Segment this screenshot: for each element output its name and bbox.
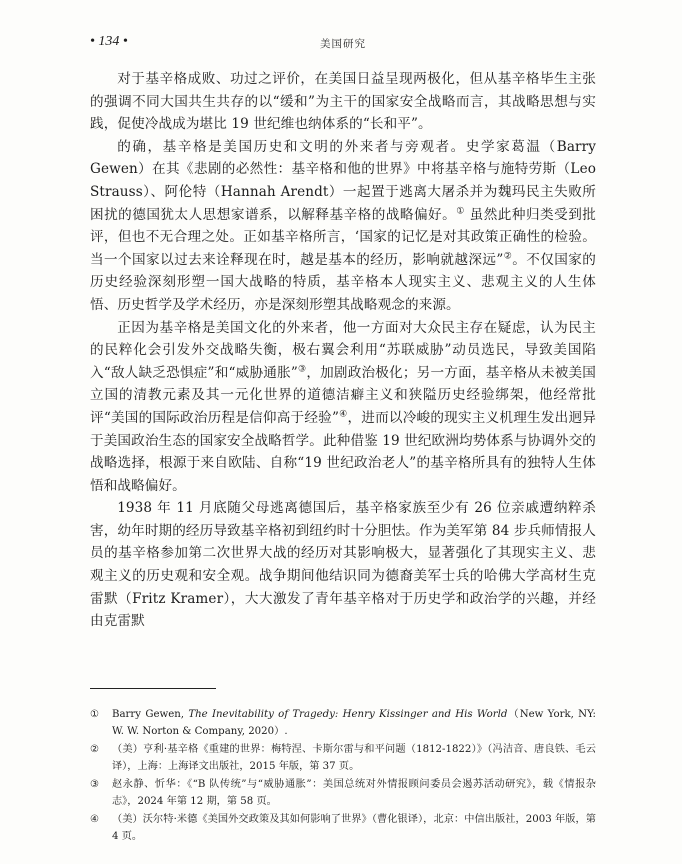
text-run: ，加剧政治极化；另一方面，基辛格从未被美国立国的清教元素及其一元化世界的道德洁癖主义和狭隘历史经验绑架，他经常批评“美国的国际政治历程是信仰高于经验”: [90, 364, 597, 426]
text-run: 的确，基辛格是美国历史和文明的外来者与旁观者。史学家葛温（Barry Gewen）在其《悲剧的必然性：基辛格和他的世界》中将基辛格与施特劳斯（Leo Strauss）、阿伦特（Hannah Arendt）一起置于逃离大屠杀并为魏玛民主失败所困扰的德国犹太人思想家谱系，以解释基辛格的战略偏好。: [90, 138, 596, 223]
text-run: 1938 年 11 月底随父母逃离德国后，基辛格家族至少有 26 位亲戚遭纳粹杀害，幼年时期的经历导致基辛格初到纽约时十分胆怯。作为美军第 84 步兵师情报人员的基辛格参加第二次世界大战的经历对其影响极大，显著强化了其现实主义、悲观主义的历史观和安全观。战争期间他结识同为德裔美军士兵的哈佛大学高材生克雷默（Fritz Kramer），大大激发了青年基辛格对于历史学和政治学的兴趣，并经由克雷默: [90, 500, 596, 630]
text-run: 对于基辛格成败、功过之评价，在美国日益呈现两极化，但从基辛格毕生主张的强调不同大国共生共存的以“缓和”为主干的国家安全战略而言，其战略思想与实践，促使冷战成为堪比 19 世纪维也纳体系的“长和平”。: [90, 71, 596, 133]
footnote-3: [90, 776, 596, 810]
footnote-1: [90, 706, 596, 740]
footnote-mark: ①: [90, 709, 100, 720]
footnotes: [90, 706, 596, 846]
footnote-publication: （New York, NY: W. W. Norton & Company, 2020）.: [112, 709, 596, 737]
footnote-text: [112, 706, 596, 740]
footnote-book-title: The Inevitability of Tragedy: Henry Kissinger and His World: [188, 709, 508, 720]
footnote-author: Barry Gewen,: [112, 709, 189, 720]
running-head: 美国研究: [320, 38, 366, 50]
paragraph-2: [90, 136, 596, 317]
footnote-text: 赵永静、忻华：《“B 队传统”与“威胁通胀”：美国总统对外情报顾问委员会遏苏活动研究》，载《情报杂志》，2024 年第 12 期，第 58 页。: [112, 779, 596, 807]
footnote-mark: ③: [90, 779, 100, 790]
footnote-ref: ①: [456, 206, 465, 217]
paragraph-1: [90, 68, 596, 136]
footnote-mark: ④: [90, 814, 100, 825]
footnote-ref: ④: [339, 409, 348, 420]
footnote-mark: ②: [90, 744, 100, 755]
footnote-ref: ②: [503, 251, 513, 262]
text-run: 虽然此种归类受到批评，但也不无合理之处。正如基辛格所言，‘国家的记忆是对其政策正确性的检验。当一个国家以过去来诠释现在时，越是基本的经历，影响就越深远”: [90, 206, 596, 268]
page-header: [90, 34, 596, 52]
footnote-divider: [90, 688, 216, 689]
footnote-ref: ③: [297, 364, 307, 375]
footnote-text: （美）沃尔特·米德《美国外交政策及其如何影响了世界》（曹化银译），北京：中信出版社，2003 年版，第 4 页。: [112, 814, 596, 842]
footnote-text: （美）亨利·基辛格《重建的世界：梅特涅、卡斯尔雷与和平问题（1812-1822）》（冯洁音、唐良铁、毛云译），上海：上海译文出版社，2015 年版，第 37 页。: [112, 744, 596, 772]
footnote-4: [90, 811, 596, 845]
page-number: • 134 •: [90, 34, 128, 49]
text-run: 。不仅国家的历史经验深刻形塑一国大战略的特质，基辛格本人现实主义、悲观主义的人生体悟、历史哲学及学术经历，亦是深刻形塑其战略观念的来源。: [90, 251, 596, 313]
paragraph-3: [90, 317, 596, 498]
paragraph-4: [90, 497, 596, 633]
text-run: ，进而以冷峻的现实主义机理生发出迥异于美国政治生态的国家安全战略哲学。此种借鉴 19 世纪欧洲均势体系与协调外交的战略选择，根源于来自欧陆、自称“19 世纪政治老人”的基辛格所具有的独特人生体悟和战略偏好。: [90, 409, 596, 494]
footnote-2: [90, 741, 596, 775]
text-run: 正因为基辛格是美国文化的外来者，他一方面对大众民主存在疑虑，认为民主的民粹化会引发外交战略失衡，极右翼会利用“苏联威胁”动员选民，导致美国陷入“敌人缺乏恐惧症”和“威胁通胀”: [90, 319, 596, 381]
body-text: [90, 68, 596, 633]
